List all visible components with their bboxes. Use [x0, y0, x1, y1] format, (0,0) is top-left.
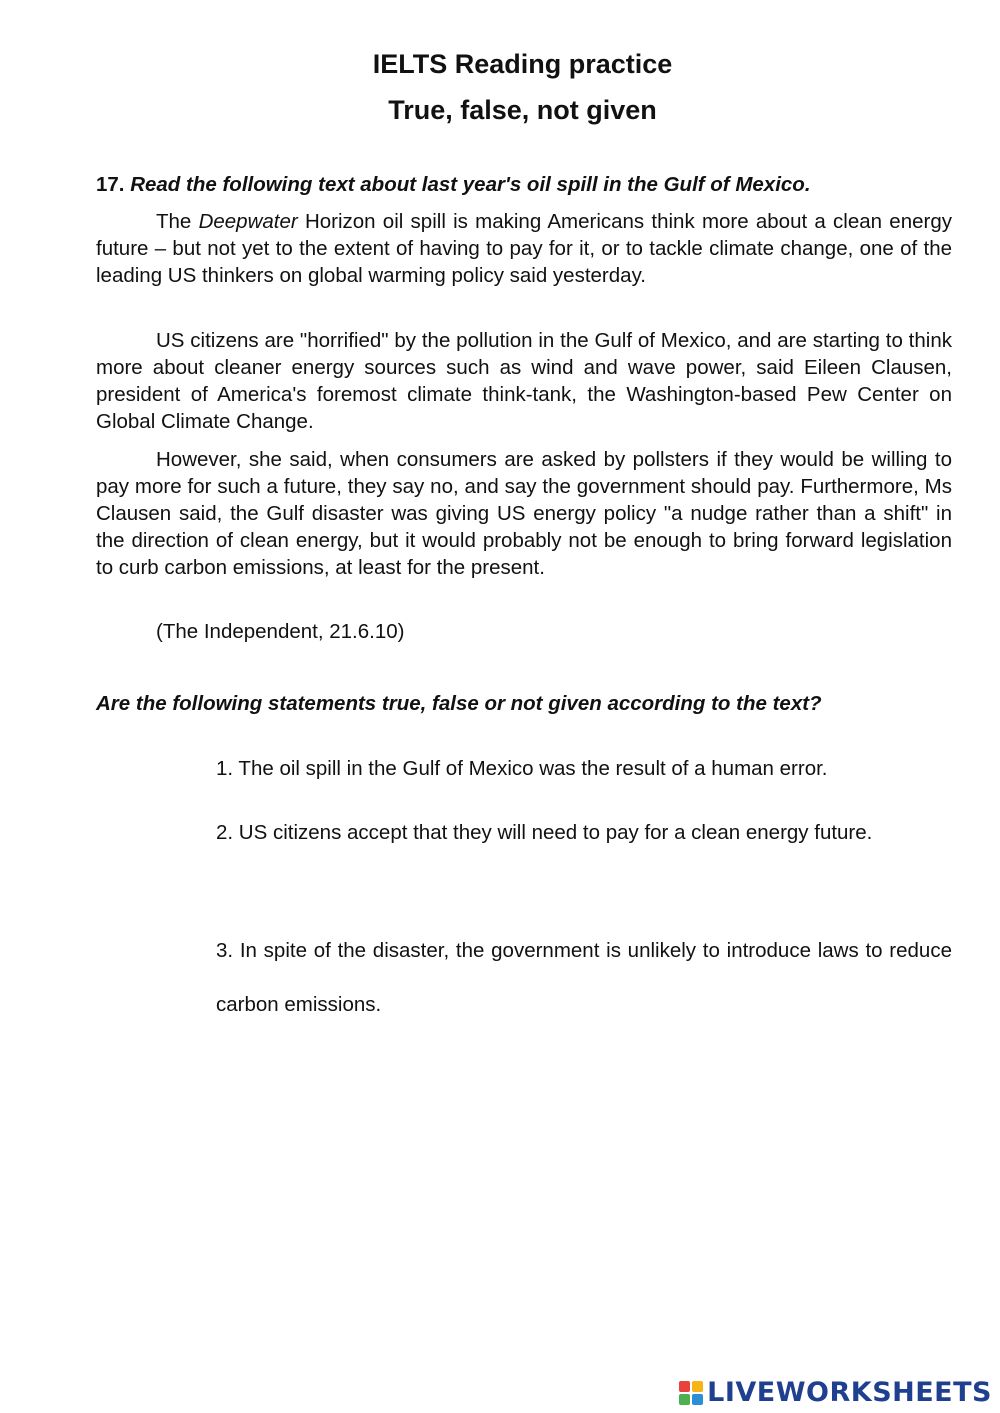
- paragraph-1-start: The: [156, 210, 199, 233]
- logo-square-blue: [692, 1394, 703, 1405]
- passage-paragraph-1: [96, 208, 952, 289]
- exercise-number: 17.: [96, 173, 125, 196]
- liveworksheets-logo: [679, 1377, 992, 1409]
- logo-mark-icon: [679, 1381, 703, 1405]
- page-subtitle: True, false, not given: [388, 95, 657, 125]
- exercise-instruction: [96, 172, 956, 198]
- instruction-text: Read the following text about last year's oil spill in the Gulf of Mexico.: [130, 173, 811, 196]
- passage-paragraph-3: However, she said, when consumers are asked by pollsters if they would be willing to pay more for such a future, they say no, and say the government should pay. Furthermore, Ms Clausen said, the Gulf disaster was giving US energy policy "a nudge rather than a shift" in the direction of clean energy, but it would probably not be enough to bring forward legislation to curb carbon emissions, at least for the present.: [96, 448, 952, 579]
- passage-paragraph-2: US citizens are "horrified" by the pollution in the Gulf of Mexico, and are starting to think more about cleaner energy sources such as wind and wave power, said Eileen Clausen, president of America's foremost climate think-tank, the Washington-based Pew Center on Global Climate Change.: [96, 329, 952, 433]
- statement-2: 2. US citizens accept that they will need to pay for a clean energy future.: [216, 821, 873, 844]
- paragraph-1-rest: Horizon oil spill is making Americans think more about a clean energy future – but not yet to the extent of having to pay for it, or to tackle climate change, one of the leading US thinkers on global warming policy said yesterday.: [96, 210, 952, 287]
- source-citation: (The Independent, 21.6.10): [156, 620, 405, 643]
- statement-1: 1. The oil spill in the Gulf of Mexico was the result of a human error.: [216, 757, 828, 780]
- logo-square-green: [679, 1394, 690, 1405]
- page-title: IELTS Reading practice: [372, 49, 673, 79]
- question-prompt: Are the following statements true, false or not given according to the text?: [96, 692, 822, 715]
- logo-square-red: [679, 1381, 690, 1392]
- logo-text: LIVEWORKSHEETS: [707, 1377, 992, 1408]
- statement-3: 3. In spite of the disaster, the government is unlikely to introduce laws to reduce carbon emissions.: [216, 939, 952, 1016]
- logo-square-yellow: [692, 1381, 703, 1392]
- paragraph-1-italic: Deepwater: [198, 210, 298, 233]
